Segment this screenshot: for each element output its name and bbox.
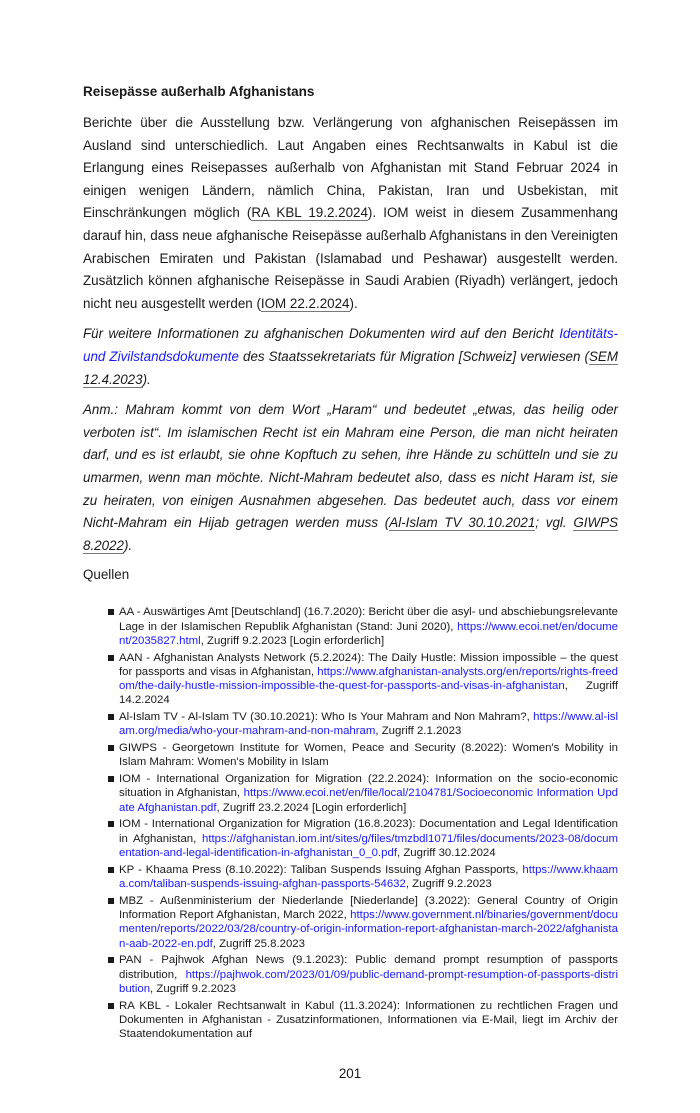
- source-access-date: , Zugriff 14.2.2024: [119, 680, 618, 707]
- source-item: [108, 772, 618, 815]
- paragraph-text: Berichte über die Ausstellung bzw. Verlängerung von afghanischen Reisepässen im Ausland sind unterschiedlich. Laut Angaben eines Rechtsanwalts in Kabul ist die Erlangung eines Reisepasses außerhalb von Afghanistan mit Stand Februar 2024 in einigen wenigen Ländern, nämlich China, Pakistan, Iran und Usbekistan, mit Einschränkungen möglich (: [83, 115, 618, 221]
- paragraph: [83, 399, 618, 557]
- paragraph-text: ). IOM weist in diesem Zusammenhang darauf hin, dass neue afghanische Reisepässe außerhalb Afghanistans in den Vereinigten Arabischen Emiraten und Pakistan (Islamabad und Peshawar) ausgestellt werden. Zusätzlich können afghanische Reisepässe in Saudi Arabien (Riyadh) verlängert, jedoch nicht neu ausgestellt werden (: [83, 205, 618, 311]
- bullet-icon: [108, 714, 114, 720]
- source-access-date: , Zugriff 2.1.2023: [375, 725, 462, 738]
- source-item: [108, 741, 618, 770]
- paragraph: [83, 323, 618, 391]
- source-item: [108, 999, 618, 1042]
- source-item: [108, 817, 618, 860]
- bullet-icon: [108, 821, 114, 827]
- document-link[interactable]: Identitäts- und Zivilstandsdokumente: [83, 326, 618, 364]
- source-text: AA - Auswärtiges Amt [Deutschland] (16.7.2020): Bericht über die asyl- und abschiebungsrelevante Lage in der Islamischen Republik Afghanistan (Stand: Juni 2020),: [119, 606, 618, 633]
- section-heading: Reisepässe außerhalb Afghanistans: [83, 84, 315, 99]
- paragraph-text: des Staatssekretariats für Migration [Schweiz] verwiesen (: [238, 348, 589, 364]
- source-url-link[interactable]: https://www.afghanistan-analysts.org/en/reports/rights-freedom/the-daily-hustle-mission-impossible-the-quest-for-passports-and-visas-in-afghanistan: [119, 665, 618, 693]
- source-url-link[interactable]: https://pajhwok.com/2023/01/09/public-demand-prompt-resumption-of-passports-distribution: [119, 968, 618, 995]
- bullet-icon: [108, 867, 114, 873]
- paragraph-text: Anm.: Mahram kommt von dem Wort „Haram“ und bedeutet „etwas, das heilig oder verboten ist“. Im islamischen Recht ist ein Mahram eine Person, die man nicht heiraten darf, und es ist erlaubt, sie ohne Kopftuch zu sehen, ihre Hände zu schütteln und sie zu umarmen, wenn man möchte. Nicht-Mahram bedeutet also, dass es nicht Haram ist, sie zu heiraten, von einigen Ausnahmen abgesehen. Das bedeutet auch, dass vor einem Nicht-Mahram ein Hijab getragen werden muss (: [83, 402, 618, 531]
- paragraph-text: Für weitere Informationen zu afghanischen Dokumenten wird auf den Bericht: [83, 326, 560, 342]
- source-access-date: , Zugriff 30.12.2024: [397, 846, 496, 859]
- citation-link[interactable]: GIWPS 8.2022: [83, 515, 618, 553]
- source-access-date: , Zugriff 9.2.2023: [405, 877, 492, 890]
- paragraph: [83, 112, 618, 315]
- citation-link[interactable]: IOM 22.2.2024: [260, 295, 350, 311]
- source-access-date: , Zugriff 23.2.2024 [Login erforderlich]: [216, 801, 407, 814]
- source-text: AAN - Afghanistan Analysts Network (5.2.2024): The Daily Hustle: Mission impossible – the quest for passports and visas in Afghanistan,: [119, 651, 618, 678]
- bullet-icon: [108, 609, 114, 615]
- paragraph-text: ; vgl.: [535, 515, 574, 531]
- citation-link[interactable]: SEM 12.4.2023: [83, 348, 618, 387]
- source-url-link[interactable]: https://afghanistan.iom.int/sites/g/files/tmzbdl1071/files/documents/2023-08/documentation-and-legal-identification-in-afghanistan_0_0.pdf: [119, 832, 618, 859]
- source-item: [108, 894, 618, 951]
- source-item: [108, 863, 618, 892]
- source-text: KP - Khaama Press (8.10.2022): Taliban Suspends Issuing Afghan Passports,: [119, 863, 523, 876]
- source-url-link[interactable]: https://www.government.nl/binaries/government/documenten/reports/2022/03/28/country-of-origin-information-report-afghanistan-march-2022/afghanistan-aab-2022-en.pdf: [119, 908, 618, 950]
- bullet-icon: [108, 776, 114, 782]
- source-text: RA KBL - Lokaler Rechtsanwalt in Kabul (11.3.2024): Informationen zu rechtlichen Fragen und Dokumenten in Afghanistan - Zusatzinformationen, Informationen via E-Mail, liegt im Archiv der Staatendokumentation auf: [119, 999, 618, 1041]
- source-access-date: , Zugriff 9.2.2023 [Login erforderlich]: [200, 634, 385, 647]
- citation-link[interactable]: Al-Islam TV 30.10.2021: [389, 515, 536, 531]
- source-text: PAN - Pajhwok Afghan News (9.1.2023): Public demand prompt resumption of passports distribution,: [119, 954, 618, 981]
- source-url-link[interactable]: https://www.ecoi.net/en/document/2035827.html: [119, 620, 618, 647]
- paragraph-text: ).: [123, 537, 133, 553]
- page-content: [83, 0, 618, 1041]
- bullet-icon: [108, 1003, 114, 1009]
- bullet-icon: [108, 957, 114, 963]
- source-text: GIWPS - Georgetown Institute for Women, Peace and Security (8.2022): Women's Mobility in Islam Mahram: Women's Mobility in Islam: [119, 742, 618, 769]
- sources-label: Quellen: [83, 567, 130, 583]
- source-url-link[interactable]: https://www.al-islam.org/media/who-your-mahram-and-non-mahram: [119, 711, 618, 738]
- paragraph-text: ).: [142, 371, 151, 387]
- bullet-icon: [108, 655, 114, 661]
- source-url-link[interactable]: https://www.khaama.com/taliban-suspends-issuing-afghan-passports-54632: [119, 863, 618, 890]
- bullet-icon: [108, 745, 114, 751]
- citation-link[interactable]: RA KBL 19.2.2024: [251, 205, 368, 221]
- source-item: [108, 651, 618, 708]
- source-item: [108, 605, 618, 648]
- source-text: MBZ - Außenministerium der Niederlande [Niederlande] (3.2022): General Country of Origin Information Report Afghanistan, March 2022,: [119, 894, 618, 921]
- source-access-date: , Zugriff 25.8.2023: [212, 937, 305, 950]
- source-url-link[interactable]: https://www.ecoi.net/en/file/local/2104781/Socioeconomic Information Update Afghanistan.pdf: [119, 787, 619, 814]
- source-text: IOM - International Organization for Migration (16.8.2023): Documentation and Legal Identification in Afghanistan,: [119, 818, 618, 845]
- source-item: [108, 710, 618, 739]
- bullet-icon: [108, 898, 114, 904]
- sources-list: [83, 605, 618, 1041]
- source-access-date: , Zugriff 9.2.2023: [150, 982, 236, 995]
- page-number: 201: [338, 1066, 362, 1082]
- source-text: Al-Islam TV - Al-Islam TV (30.10.2021): Who Is Your Mahram and Non Mahram?,: [119, 711, 534, 724]
- paragraph-text: ).: [349, 295, 358, 311]
- body-paragraphs: [83, 112, 618, 557]
- source-text: IOM - International Organization for Migration (22.2.2024): Information on the socio-economic situation in Afghanistan,: [119, 773, 618, 800]
